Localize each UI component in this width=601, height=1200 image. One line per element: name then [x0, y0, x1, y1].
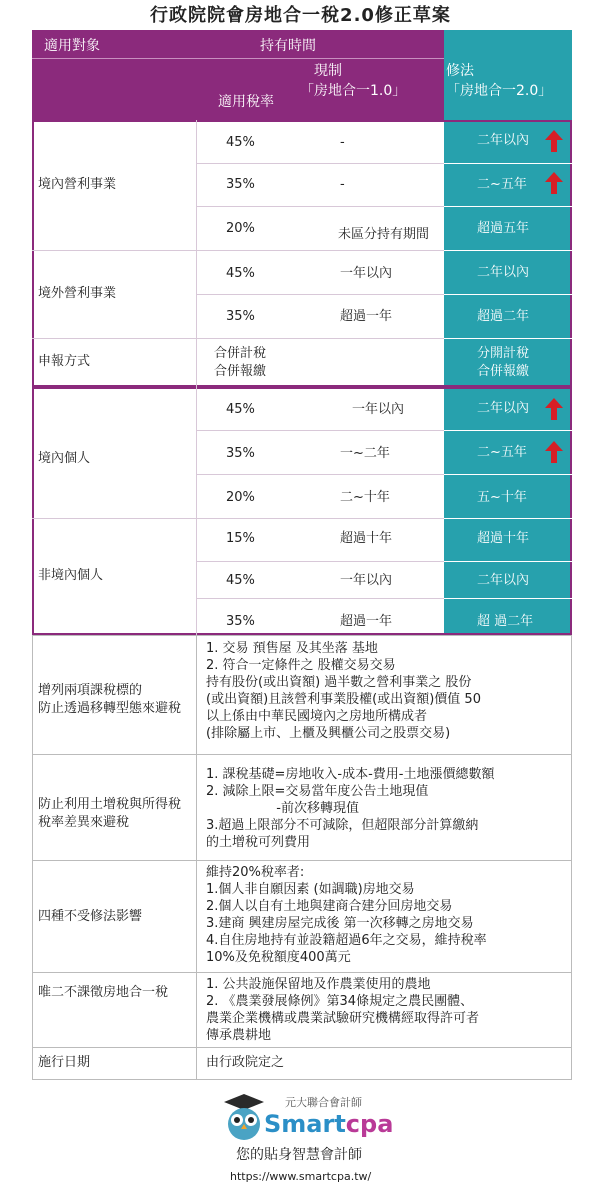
note-text: 由行政院定之: [206, 1055, 285, 1070]
rate-cell: 20%: [226, 221, 255, 236]
amend-cell: 二年以內: [477, 573, 530, 588]
brand-smart: Smart: [264, 1110, 346, 1138]
brand-logo: [264, 1110, 393, 1138]
amend-cell: 超過五年: [477, 221, 530, 236]
rate-cell: 45%: [226, 402, 255, 417]
increase-arrow-icon: [545, 130, 563, 152]
increase-arrow-icon: [545, 172, 563, 194]
rate-cell: 合併計稅 合併報繳: [214, 346, 267, 379]
note-text: 維持20%稅率者: 1.個人非自願因素 (如調職)房地交易 2.個人以自有土地與建商合建分回房地交易 3.建商 興建房屋完成後 第一次移轉之房地交易 4.自住房地持有並設籍超過6年之交易，維持稅率 10%及免稅額度400萬元: [206, 865, 487, 965]
rate-cell: 45%: [226, 266, 255, 281]
amend-cell: 五~十年: [477, 490, 527, 505]
amend-cell: 二~五年: [477, 445, 527, 460]
group-label: 境內個人: [38, 451, 91, 466]
header-tax-rate: 適用稅率: [218, 94, 274, 110]
header-current-2: 「房地合一1.0」: [300, 83, 407, 99]
note-text: 1. 課稅基礎=房地收入-成本-費用-土地漲價總數額 2. 減除上限=交易當年度公告土地現值 -前次移轉現值 3.超過上限部分不可減除，但超限部分計算繳納 的土增稅可列費用: [206, 767, 495, 850]
note-label: 防止利用土增稅與所得稅 稅率差異來避稅: [38, 797, 182, 830]
brand-cpa: cpa: [345, 1110, 394, 1138]
amend-cell: 超過二年: [477, 309, 530, 324]
increase-arrow-icon: [545, 441, 563, 463]
header-applicable: 適用對象: [44, 38, 100, 54]
rate-cell: 45%: [226, 573, 255, 588]
note-label: 四種不受修法影響: [38, 909, 143, 924]
amend-cell: 二~五年: [477, 177, 527, 192]
group-label: 申報方式: [38, 354, 91, 369]
table-header-current: [32, 30, 444, 120]
amend-cell: 超 過二年: [477, 614, 534, 629]
rate-cell: 35%: [226, 614, 255, 629]
group-label: 非境內個人: [38, 568, 104, 583]
amend-cell: 二年以內: [477, 133, 530, 148]
current-cell: 超過一年: [340, 309, 393, 324]
group-label: 境內營利事業: [38, 177, 117, 192]
amend-cell: 二年以內: [477, 401, 530, 416]
note-text: 1. 公共設施保留地及作農業使用的農地 2. 《農業發展條例》第34條規定之農民團體、 農業企業機構或農業試驗研究機構經取得許可者 傳承農耕地: [206, 977, 480, 1043]
current-cell: 一~二年: [340, 446, 390, 461]
amend-cell: 超過十年: [477, 531, 530, 546]
current-cell: 超過十年: [340, 531, 393, 546]
increase-arrow-icon: [545, 398, 563, 420]
owl-logo-icon: [222, 1092, 266, 1142]
current-cell: 未區分持有期間: [338, 227, 430, 242]
note-label: 增列兩項課稅標的 防止透過移轉型態來避稅: [38, 683, 182, 716]
page-title: 行政院院會房地合一稅2.0修正草案: [150, 5, 451, 26]
header-holding-period: 持有時間: [260, 38, 316, 54]
current-cell: -: [340, 177, 345, 192]
amend-cell: 分開計稅 合併報繳: [477, 346, 530, 379]
current-cell: 超過一年: [340, 614, 393, 629]
note-label: 唯二不課徵房地合一稅: [38, 985, 169, 1000]
rate-cell: 20%: [226, 490, 255, 505]
rate-cell: 45%: [226, 135, 255, 150]
current-cell: 二~十年: [340, 490, 390, 505]
current-cell: 一年以內: [352, 402, 405, 417]
website-url: https://www.smartcpa.tw/: [230, 1170, 372, 1183]
header-amend-2: 「房地合一2.0」: [446, 83, 553, 99]
rate-cell: 35%: [226, 309, 255, 324]
rate-cell: 35%: [226, 446, 255, 461]
current-cell: 一年以內: [340, 573, 393, 588]
rate-cell: 15%: [226, 531, 255, 546]
note-label: 施行日期: [38, 1055, 91, 1070]
current-cell: -: [340, 135, 345, 150]
current-cell: 一年以內: [340, 266, 393, 281]
group-label: 境外營利事業: [38, 286, 117, 301]
header-current-1: 現制: [314, 63, 342, 79]
rate-cell: 35%: [226, 177, 255, 192]
slogan: 您的貼身智慧會計師: [236, 1147, 362, 1163]
table-header-amend: [444, 30, 572, 120]
note-text: 1. 交易 預售屋 及其坐落 基地 2. 符合一定條件之 股權交易交易 持有股份(或出資額) 過半數之營利事業之 股份 (或出資額)且該營利事業股權(或出資額)價值 50 以上係由中華民國境內之房地所構成者 (排除屬上市、上櫃及興櫃公司之股票交易): [206, 641, 481, 741]
amend-cell: 二年以內: [477, 265, 530, 280]
firm-name: 元大聯合會計師: [285, 1096, 362, 1109]
header-amend-1: 修法: [446, 63, 474, 79]
